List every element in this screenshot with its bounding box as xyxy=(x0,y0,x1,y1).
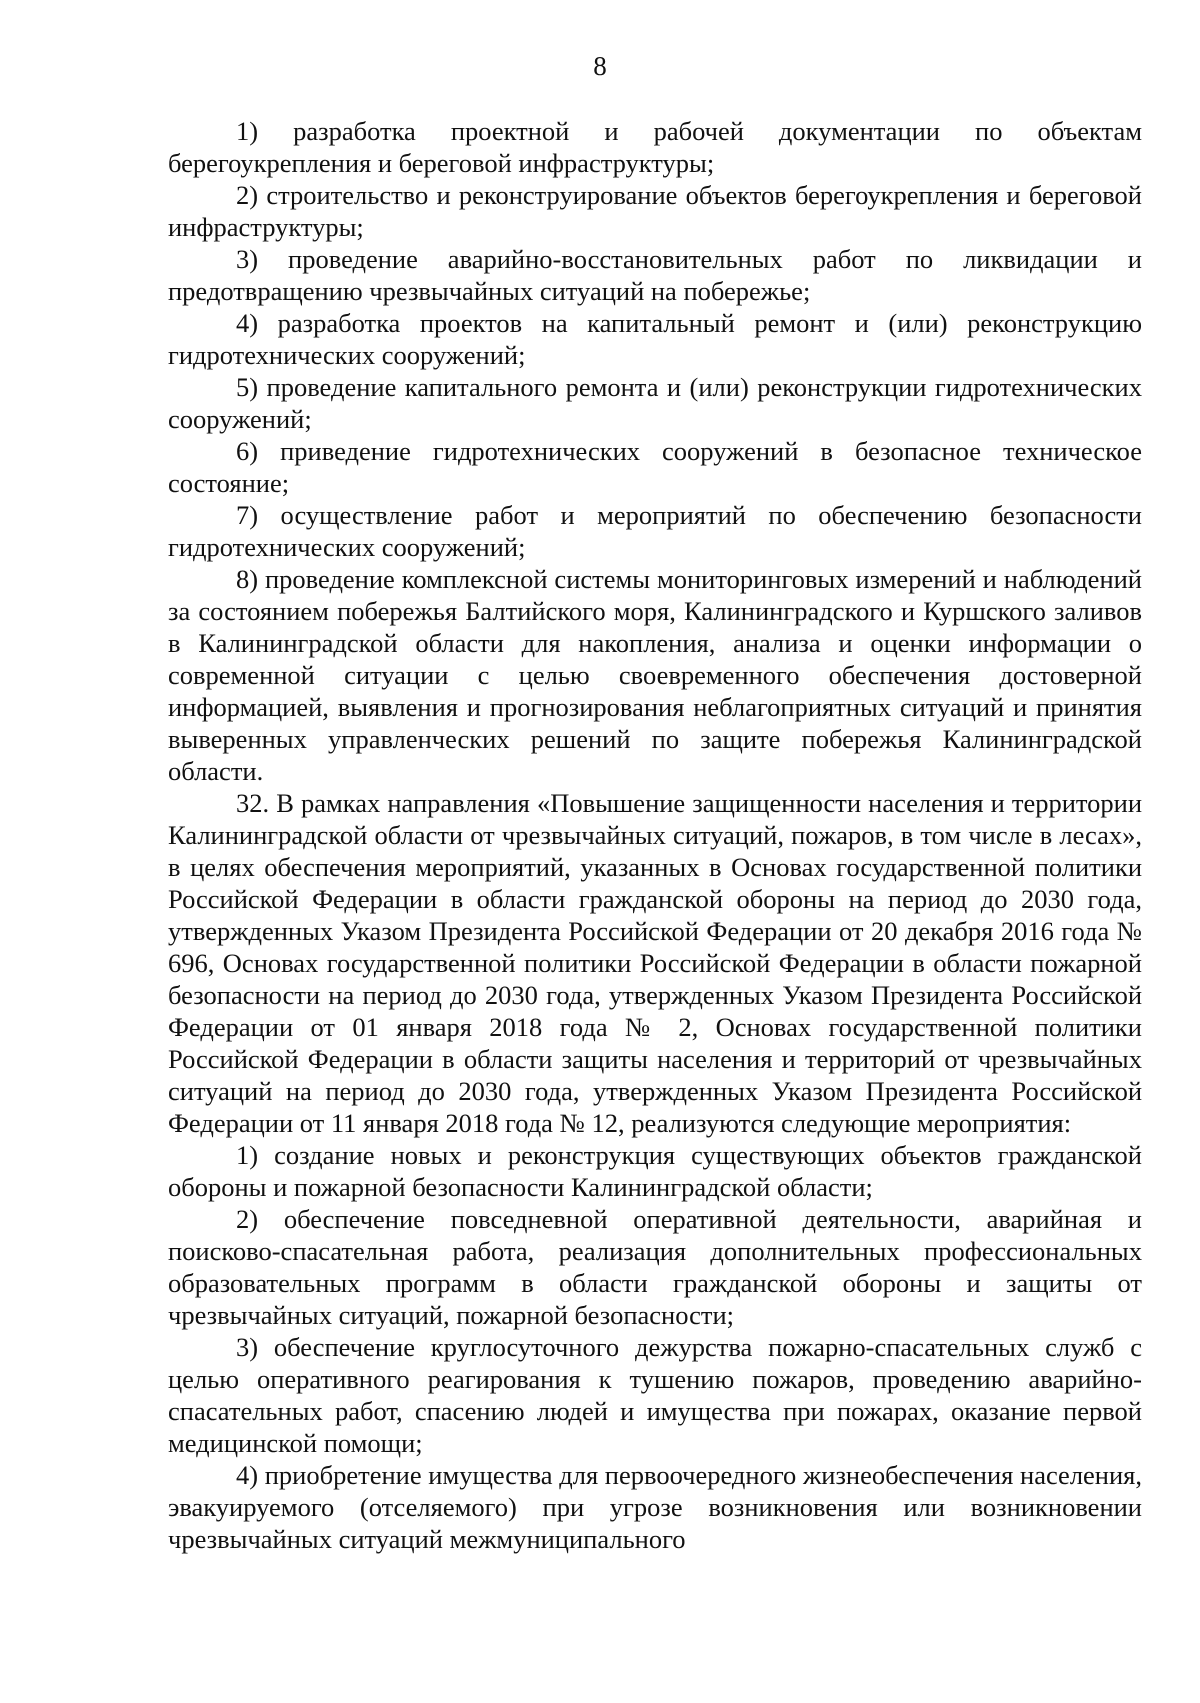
list-item-2-operational-activity: 2) обеспечение повседневной оперативной деятельности, аварийная и поисково-спасательная работа, реализация дополнительных профессиональных образовательных программ в области гражданской обороны и защиты от чрезвычайных ситуаций, пожарной безопасности; xyxy=(168,1204,1142,1330)
list-item-2-construction: 2) строительство и реконструирование объектов берегоукрепления и береговой инфраструктуры; xyxy=(168,180,1142,242)
list-item-3-emergency-works: 3) проведение аварийно-восстановительных работ по ликвидации и предотвращению чрезвычайных ситуаций на побережье; xyxy=(168,244,1142,306)
list-item-1-design-documentation: 1) разработка проектной и рабочей документации по объектам берегоукрепления и береговой инфраструктуры; xyxy=(168,116,1142,178)
list-item-5-capital-repair: 5) проведение капитального ремонта и (или) реконструкции гидротехнических сооружений; xyxy=(168,372,1142,434)
document-body xyxy=(168,115,1142,1555)
list-item-7-safety-works: 7) осуществление работ и мероприятий по обеспечению безопасности гидротехнических сооружений; xyxy=(168,500,1142,562)
section-32-paragraph: 32. В рамках направления «Повышение защищенности населения и территории Калининградской области от чрезвычайных ситуаций, пожаров, в том числе в лесах», в целях обеспечения мероприятий, указанных в Основах государственной политики Российской Федерации в области гражданской обороны на период до 2030 года, утвержденных Указом Президента Российской Федерации от 20 декабря 2016 года № 696, Основах государственной политики Российской Федерации в области пожарной безопасности на период до 2030 года, утвержденных Указом Президента Российской Федерации от 01 января 2018 года № 2, Основах государственной политики Российской Федерации в области защиты населения и территорий от чрезвычайных ситуаций на период до 2030 года, утвержденных Указом Президента Российской Федерации от 11 января 2018 года № 12, реализуются следующие мероприятия: xyxy=(168,788,1142,1138)
list-item-3-round-the-clock-duty: 3) обеспечение круглосуточного дежурства пожарно-спасательных служб с целью оперативного реагирования к тушению пожаров, проведению аварийно-спасательных работ, спасению людей и имущества при пожарах, оказание первой медицинской помощи; xyxy=(168,1332,1142,1458)
list-item-4-repair-projects: 4) разработка проектов на капитальный ремонт и (или) реконструкцию гидротехнических сооружений; xyxy=(168,308,1142,370)
list-item-8-monitoring: 8) проведение комплексной системы мониторинговых измерений и наблюдений за состоянием побережья Балтийского моря, Калининградского и Куршского заливов в Калининградской области для накопления, анализа и оценки информации о современной ситуации с целью своевременного обеспечения достоверной информацией, выявления и прогнозирования неблагоприятных ситуаций и принятия выверенных управленческих решений по защите побережья Калининградской области. xyxy=(168,564,1142,786)
page-number: 8 xyxy=(593,51,607,81)
list-item-1-civil-defense-objects: 1) создание новых и реконструкция существующих объектов гражданской обороны и пожарной безопасности Калининградской области; xyxy=(168,1140,1142,1202)
list-item-4-property-acquisition: 4) приобретение имущества для первоочередного жизнеобеспечения населения, эвакуируемого (отселяемого) при угрозе возникновения или возникновении чрезвычайных ситуаций межмуниципального xyxy=(168,1460,1142,1554)
list-item-6-safe-condition: 6) приведение гидротехнических сооружений в безопасное техническое состояние; xyxy=(168,436,1142,498)
